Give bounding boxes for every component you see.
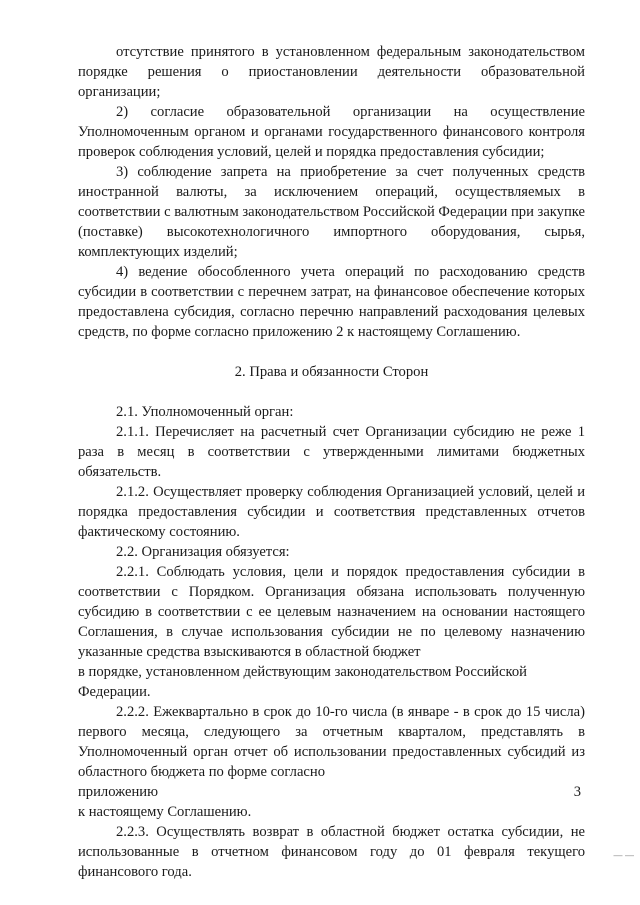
paragraph-item-3-currency-ban: 3) соблюдение запрета на приобретение за счет полученных средств иностранной валюты, за исключением операций, осуществляемых в соответствии с валютным законодательством Российской Федерации при закупке (поставке) высокотехнологичного импортного оборудования, сырья, комплектующих изделий; — [78, 164, 585, 260]
clause-2-2-2-tail-line — [78, 782, 585, 802]
clause-2-2: 2.2. Организация обязуется: — [116, 544, 290, 560]
appendix-number: 3 — [573, 784, 581, 800]
clause-2-1-2: 2.1.2. Осуществляет проверку соблюдения Организацией условий, целей и порядка предоставления субсидии и соответствия представленных отчетов фактическому состоянию. — [78, 484, 585, 540]
appendix-word: приложению — [78, 784, 159, 800]
paragraph-item-4-separate-accounting: 4) ведение обособленного учета операций по расходованию средств субсидии в соответствии с перечнем затрат, на финансовое обеспечение которых предоставлена субсидия, согласно перечню направлений расходования целевых средств, по форме согласно приложению 2 к настоящему Соглашению. — [78, 264, 585, 340]
page-edge-mark: — — — [613, 850, 634, 860]
clause-2-2-2-continuation: к настоящему Соглашению. — [78, 804, 252, 820]
paragraph-absence-of-suspension: отсутствие принятого в установленном федеральным законодательством порядке решения о приостановлении деятельности образовательной организации; — [78, 44, 585, 100]
clause-2-1-1: 2.1.1. Перечисляет на расчетный счет Организации субсидию не реже 1 раза в месяц в соответствии с утвержденными лимитами бюджетных обязательств. — [78, 424, 585, 480]
paragraph-item-2-consent: 2) согласие образовательной организации на осуществление Уполномоченным органом и органами государственного финансового контроля проверок соблюдения условий, целей и порядка предоставления субсидии; — [78, 104, 585, 160]
clause-2-2-1: 2.2.1. Соблюдать условия, цели и порядок предоставления субсидии в соответствии с Порядком. Организация обязана использовать полученную субсидию в соответствии с ее целевым назначением на основании настоящего Соглашения, в случае использования субсидии не по целевому назначению указанные средства взыскиваются в областной бюджет — [78, 564, 585, 660]
section-heading: 2. Права и обязанности Сторон — [234, 364, 429, 380]
clause-2-2-2: 2.2.2. Ежеквартально в срок до 10-го числа (в январе - в срок до 15 числа) первого месяца, следующего за отчетным кварталом, представлять в Уполномоченный орган отчет об использовании предоставленных субсидий из областного бюджета по форме согласно — [78, 704, 585, 780]
clause-2-2-1-continuation: в порядке, установленном действующим законодательством Российской Федерации. — [78, 664, 527, 700]
clause-2-2-3: 2.2.3. Осуществлять возврат в областной бюджет остатка субсидии, не использованные в отчетном финансовом году до 01 февраля текущего финансового года. — [78, 824, 585, 880]
clause-2-1: 2.1. Уполномоченный орган: — [116, 404, 294, 420]
